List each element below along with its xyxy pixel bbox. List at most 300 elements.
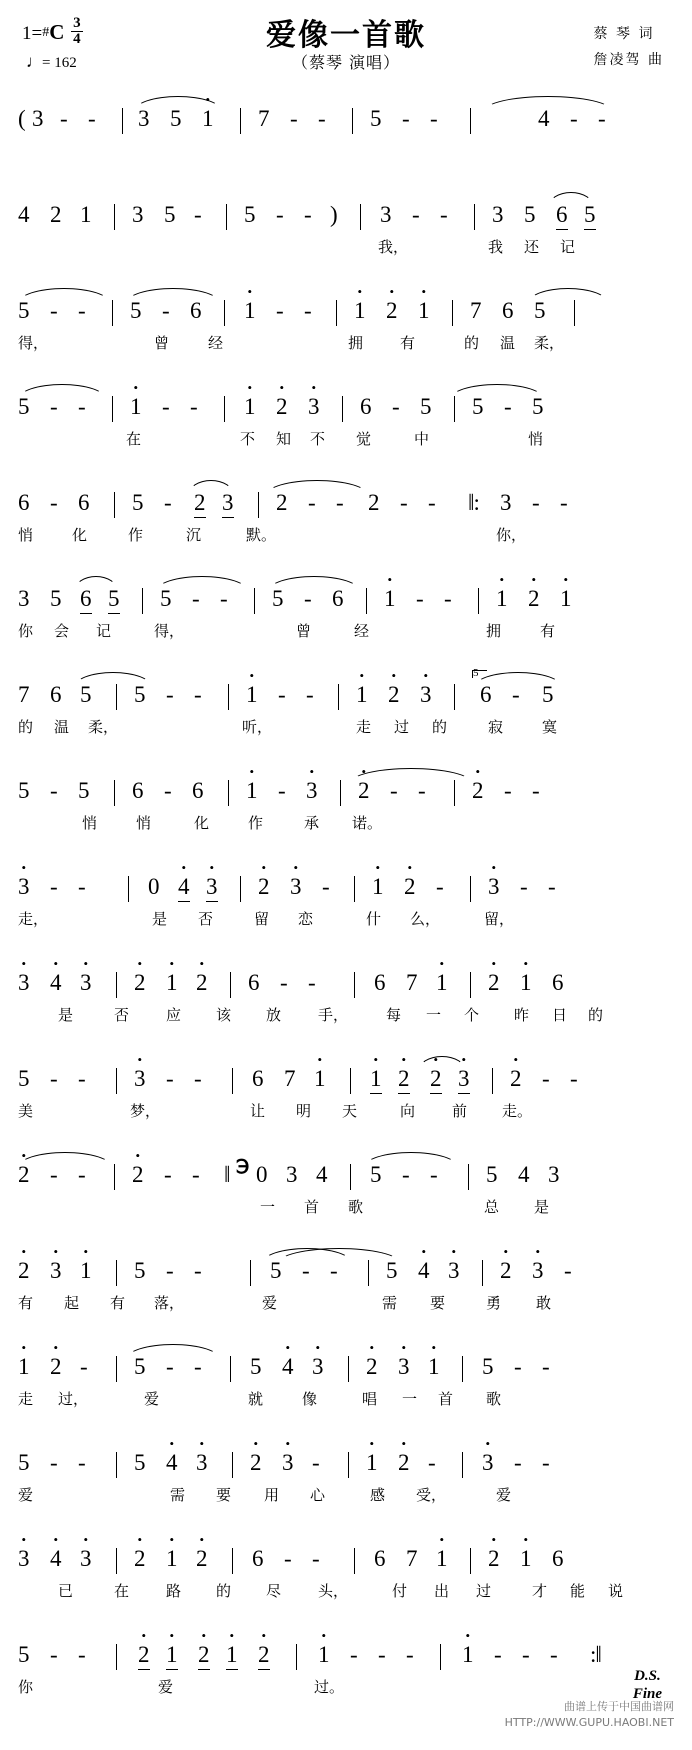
note-symbol: • 3	[398, 1354, 410, 1380]
note-symbol: 6	[502, 298, 514, 323]
lyrics-row	[18, 1196, 674, 1222]
note-symbol: 3	[138, 106, 150, 131]
note-symbol: • 2	[366, 1354, 378, 1380]
lyric-syllable: 我	[488, 238, 504, 256]
note-symbol: 5	[80, 682, 92, 707]
note-symbol: -	[50, 1642, 58, 1667]
note-symbol: 5	[134, 1354, 146, 1379]
lyric-syllable: 心	[310, 1486, 326, 1504]
lyric-syllable: 恋	[298, 910, 314, 928]
note-symbol: -	[78, 1450, 86, 1475]
note-symbol: • 2	[18, 1258, 30, 1284]
music-system	[0, 380, 692, 476]
key-letter: C	[49, 20, 65, 44]
notation-row	[18, 98, 674, 138]
barline	[342, 396, 343, 422]
lyric-syllable: 留，	[484, 910, 515, 928]
note-symbol: 3	[18, 586, 30, 611]
key-prefix: 1=	[22, 23, 43, 44]
note-symbol: • 1	[436, 970, 448, 996]
note-symbol: 5	[78, 778, 90, 803]
note-symbol: • 1	[246, 682, 258, 708]
note-symbol: • 1	[366, 1450, 378, 1476]
barline	[454, 396, 455, 422]
note-symbol: • 2	[196, 970, 208, 996]
note-symbol: -	[378, 1642, 386, 1667]
note-symbol: -	[520, 874, 528, 899]
site-line-1: 曲谱上传于中国曲谱网	[564, 1700, 674, 1714]
lyrics-row	[18, 1484, 674, 1510]
note-symbol: 7	[284, 1066, 296, 1091]
lyric-syllable: 在	[114, 1582, 130, 1600]
lyric-syllable: 明	[296, 1102, 312, 1120]
note-symbol: -	[504, 778, 512, 803]
note-symbol: -	[78, 1642, 86, 1667]
lyric-syllable: 才	[532, 1582, 548, 1600]
credits	[594, 22, 664, 74]
note-symbol: • 1	[520, 1546, 532, 1572]
lyric-syllable: 已	[58, 1582, 74, 1600]
note-symbol: 6	[190, 298, 202, 323]
barline	[224, 396, 225, 422]
barline	[478, 588, 479, 614]
note-symbol: • 2	[50, 1354, 62, 1380]
note-symbol: -	[402, 106, 410, 131]
note-symbol: -	[50, 1450, 58, 1475]
note-symbol: -	[164, 778, 172, 803]
lyric-syllable: 爱	[144, 1390, 160, 1408]
note-symbol: -	[78, 298, 86, 323]
note-symbol: 5	[134, 1258, 146, 1283]
barline	[452, 300, 453, 326]
lyric-syllable: 的	[464, 334, 480, 352]
lyric-syllable: 应	[166, 1006, 182, 1024]
note-symbol: (	[18, 106, 26, 131]
music-system	[0, 1340, 692, 1436]
note-symbol: -	[280, 970, 288, 995]
note-symbol: 4	[18, 202, 30, 227]
barline	[228, 780, 229, 806]
note-symbol: -	[278, 778, 286, 803]
repeat-start-sign: ‖:	[468, 490, 479, 515]
note-symbol: 5	[244, 202, 256, 227]
lyric-syllable: 像	[302, 1390, 318, 1408]
barline	[128, 876, 129, 902]
lyric-syllable: 爱	[262, 1294, 278, 1312]
note-symbol: • 3	[312, 1354, 324, 1380]
note-symbol: 2	[368, 490, 380, 515]
barline	[142, 588, 143, 614]
lyric-syllable: 的	[216, 1582, 232, 1600]
music-system	[0, 284, 692, 380]
note-symbol: 6	[18, 490, 30, 515]
note-symbol: -	[50, 394, 58, 419]
lyric-syllable: 走。	[502, 1102, 533, 1120]
note-symbol: -	[50, 298, 58, 323]
note-symbol: • 1	[166, 970, 178, 996]
lyric-syllable: 过，	[58, 1390, 89, 1408]
music-system	[0, 476, 692, 572]
note-symbol: • 1	[18, 1354, 30, 1380]
site-line-2: HTTP://WWW.GUPU.HAOBI.NET	[504, 1715, 674, 1729]
barline	[116, 1356, 117, 1382]
lyric-syllable: 作	[248, 814, 264, 832]
note-symbol: 5	[134, 682, 146, 707]
lyric-syllable: 化	[72, 526, 88, 544]
note-symbol: • 2	[430, 1066, 442, 1094]
music-system	[0, 1052, 692, 1148]
lyric-syllable: 悄	[18, 526, 34, 544]
lyric-syllable: 你	[18, 622, 34, 640]
barline	[122, 108, 123, 134]
lyric-syllable: 昨	[514, 1006, 530, 1024]
barline	[492, 1068, 493, 1094]
note-symbol: -	[598, 106, 606, 131]
slur-arc	[18, 1152, 112, 1167]
note-symbol: 6	[80, 586, 92, 614]
note-symbol: -	[532, 490, 540, 515]
barline	[226, 204, 227, 230]
note-symbol: -	[504, 394, 512, 419]
note-symbol: • 2	[388, 682, 400, 708]
note-symbol: 3	[32, 106, 44, 131]
barline	[338, 684, 339, 710]
barline	[116, 1644, 117, 1670]
lyric-syllable: 付	[392, 1582, 408, 1600]
lyric-syllable: 沉	[186, 526, 202, 544]
note-symbol: 6	[248, 970, 260, 995]
lyric-syllable: 在	[126, 430, 142, 448]
music-system	[0, 1244, 692, 1340]
note-symbol: -	[194, 1354, 202, 1379]
note-symbol: -	[88, 106, 96, 131]
lyric-syllable: 承	[304, 814, 320, 832]
lyric-syllable: 温	[54, 718, 70, 736]
note-symbol: • 3	[80, 970, 92, 996]
barline	[258, 492, 259, 518]
lyric-syllable: 曾	[154, 334, 170, 352]
note-symbol: • 1	[244, 394, 256, 420]
lyric-syllable: 落，	[154, 1294, 185, 1312]
lyric-syllable: 能	[570, 1582, 586, 1600]
meter-denominator: 4	[73, 31, 81, 47]
note-symbol: • 1	[318, 1642, 330, 1668]
lyric-syllable: 温	[500, 334, 516, 352]
note-symbol: • 3	[458, 1066, 470, 1094]
lyrics-row	[18, 620, 674, 646]
note-symbol: • 2	[250, 1450, 262, 1476]
note-symbol: )	[330, 202, 338, 227]
barline	[114, 492, 115, 518]
barline	[240, 108, 241, 134]
lyric-syllable: 梦，	[130, 1102, 161, 1120]
notation-row	[18, 1250, 674, 1290]
note-symbol: -	[312, 1450, 320, 1475]
lyric-syllable: 过	[394, 718, 410, 736]
lyric-syllable: 是	[534, 1198, 550, 1216]
slur-arc	[18, 384, 106, 399]
note-symbol: 3	[548, 1162, 560, 1187]
note-symbol: -	[312, 1546, 320, 1571]
note-symbol: -	[390, 778, 398, 803]
barline	[360, 204, 361, 230]
key-sharp: #	[42, 25, 50, 40]
note-symbol: -	[428, 490, 436, 515]
note-symbol: -	[220, 586, 228, 611]
note-symbol: • 1	[354, 298, 366, 324]
composer-credit: 詹凌驾 曲	[593, 51, 664, 68]
barline	[368, 1260, 369, 1286]
note-symbol: 3	[380, 202, 392, 227]
note-symbol: -	[350, 1642, 358, 1667]
note-symbol: • 1	[418, 298, 430, 324]
note-symbol: 4	[316, 1162, 328, 1187]
note-symbol: • 2	[134, 1546, 146, 1572]
lyric-syllable: 我，	[378, 238, 409, 256]
lyric-syllable: 说	[608, 1582, 624, 1600]
lyric-syllable: 天	[342, 1102, 358, 1120]
note-symbol: 1	[80, 202, 92, 227]
barline	[340, 780, 341, 806]
notation-row	[18, 770, 674, 810]
note-symbol: • 1	[246, 778, 258, 804]
barline	[462, 1356, 463, 1382]
note-symbol: 5	[270, 1258, 282, 1283]
note-symbol: • 1	[370, 1066, 382, 1094]
lyric-syllable: 听，	[242, 718, 273, 736]
lyrics-row	[18, 332, 674, 358]
barline	[116, 684, 117, 710]
lyric-syllable: 受，	[416, 1486, 447, 1504]
barline	[354, 876, 355, 902]
note-symbol: 5	[18, 1066, 30, 1091]
note-symbol: -	[542, 1354, 550, 1379]
lyric-syllable: 柔，	[534, 334, 565, 352]
note-symbol: -	[522, 1642, 530, 1667]
note-symbol: • 1	[372, 874, 384, 900]
note-symbol: • 2	[398, 1066, 410, 1094]
note-symbol: 5	[250, 1354, 262, 1379]
barline	[454, 684, 455, 710]
barline	[224, 300, 225, 326]
note-symbol: -	[194, 1258, 202, 1283]
note-symbol: -	[278, 682, 286, 707]
note-symbol: -	[80, 1354, 88, 1379]
note-symbol: -	[402, 1162, 410, 1187]
barline	[350, 1068, 351, 1094]
note-symbol: • 4	[282, 1354, 294, 1380]
note-symbol: • 2	[488, 970, 500, 996]
note-symbol: • 1	[560, 586, 572, 612]
note-symbol: 6	[480, 682, 492, 707]
note-symbol: • 3	[448, 1258, 460, 1284]
note-symbol: -	[162, 394, 170, 419]
barline	[352, 108, 353, 134]
barline	[474, 204, 475, 230]
barline	[348, 1452, 349, 1478]
barline	[470, 972, 471, 998]
lyrics-row	[18, 140, 674, 166]
lyric-syllable: 手，	[318, 1006, 349, 1024]
note-symbol: -	[166, 1258, 174, 1283]
note-symbol: • 2	[488, 1546, 500, 1572]
volta-number: 5	[473, 667, 479, 679]
lyricist-credit: 蔡 琴 词	[593, 26, 655, 42]
lyric-syllable: 总	[484, 1198, 500, 1216]
site-watermark	[505, 1699, 674, 1730]
note-symbol: 5	[50, 586, 62, 611]
note-symbol: • 3	[282, 1450, 294, 1476]
tempo-value: = 162	[42, 55, 77, 71]
note-symbol: 5	[170, 106, 182, 131]
note-symbol: -	[190, 394, 198, 419]
note-symbol: 5	[18, 1642, 30, 1667]
note-symbol: 5	[370, 1162, 382, 1187]
lyric-syllable: 用	[264, 1486, 280, 1504]
note-symbol: 5	[486, 1162, 498, 1187]
note-symbol: 4	[518, 1162, 530, 1187]
note-symbol: -	[318, 106, 326, 131]
lyric-syllable: 曾	[296, 622, 312, 640]
note-symbol: -	[78, 394, 86, 419]
lyric-syllable: 感	[370, 1486, 386, 1504]
barline	[354, 1548, 355, 1574]
music-system	[0, 1436, 692, 1532]
lyric-syllable: 拥	[486, 622, 502, 640]
notation-row	[18, 194, 674, 234]
barline	[350, 1164, 351, 1190]
note-symbol: -	[50, 874, 58, 899]
note-symbol: -	[304, 586, 312, 611]
note-symbol: 5	[130, 298, 142, 323]
note-symbol: -	[436, 874, 444, 899]
barline	[254, 588, 255, 614]
notation-row	[18, 386, 674, 426]
note-symbol: • 1	[436, 1546, 448, 1572]
note-symbol: 3	[222, 490, 234, 518]
notation-row	[18, 578, 674, 618]
notation-row	[18, 667, 674, 714]
note-symbol: -	[430, 106, 438, 131]
note-symbol: -	[284, 1546, 292, 1571]
barline	[114, 204, 115, 230]
lyric-syllable: 每	[386, 1006, 402, 1024]
lyrics-row	[18, 1292, 674, 1318]
lyric-syllable: 知	[276, 430, 292, 448]
lyric-syllable: 拥	[348, 334, 364, 352]
lyric-syllable: 默。	[246, 526, 277, 544]
note-symbol: • 1	[130, 394, 142, 420]
barline	[116, 1548, 117, 1574]
barline	[116, 1068, 117, 1094]
note-symbol: -	[570, 1066, 578, 1091]
lyric-syllable: 放	[266, 1006, 282, 1024]
lyric-syllable: 的	[432, 718, 448, 736]
note-symbol: -	[192, 1162, 200, 1187]
note-symbol: • 3	[308, 394, 320, 420]
barline	[228, 684, 229, 710]
note-symbol: 5	[386, 1258, 398, 1283]
lyric-syllable: 经	[208, 334, 224, 352]
note-symbol: -	[548, 874, 556, 899]
lyric-syllable: 么，	[410, 910, 441, 928]
notation-row	[18, 290, 674, 330]
barline	[336, 300, 337, 326]
lyric-syllable: 歌	[348, 1198, 364, 1216]
barline	[482, 1260, 483, 1286]
lyric-syllable: 歌	[486, 1390, 502, 1408]
note-symbol: -	[560, 490, 568, 515]
music-system	[0, 956, 692, 1052]
note-symbol: -	[50, 1066, 58, 1091]
barline	[232, 1068, 233, 1094]
note-symbol: 2	[194, 490, 206, 518]
barline	[366, 588, 367, 614]
quarter-note-icon: ♩	[26, 52, 42, 71]
lyric-syllable: 要	[216, 1486, 232, 1504]
lyric-syllable: 爱	[158, 1678, 174, 1696]
note-symbol: -	[428, 1450, 436, 1475]
note-symbol: 6	[332, 586, 344, 611]
lyric-syllable: 的	[588, 1006, 604, 1024]
note-symbol: • 3	[488, 874, 500, 900]
note-symbol: 5	[18, 1450, 30, 1475]
music-systems	[0, 92, 692, 1724]
lyrics-row	[18, 1100, 674, 1126]
lyric-syllable: 一	[426, 1006, 442, 1024]
note-symbol: • 2	[404, 874, 416, 900]
notation-row	[18, 1058, 674, 1098]
lyric-syllable: 柔，	[88, 718, 119, 736]
note-symbol: 5	[108, 586, 120, 614]
note-symbol: 6	[556, 202, 568, 230]
note-symbol: 5	[272, 586, 284, 611]
notation-row	[18, 962, 674, 1002]
note-symbol: -	[164, 1162, 172, 1187]
note-symbol: -	[400, 490, 408, 515]
lyric-syllable: 记	[560, 238, 576, 256]
barline	[116, 1452, 117, 1478]
lyric-syllable: 诺。	[352, 814, 383, 832]
lyric-syllable: 起	[64, 1294, 80, 1312]
lyric-syllable: 尽	[266, 1582, 282, 1600]
note-symbol: 6	[252, 1546, 264, 1571]
note-symbol: 3	[132, 202, 144, 227]
note-symbol: • 2	[500, 1258, 512, 1284]
note-symbol: 2	[50, 202, 62, 227]
lyric-syllable: 还	[524, 238, 540, 256]
note-symbol: 5	[132, 490, 144, 515]
note-symbol: -	[418, 778, 426, 803]
barline	[232, 1548, 233, 1574]
note-symbol: 6	[132, 778, 144, 803]
double-barline: ‖	[224, 1162, 231, 1187]
music-system	[0, 1148, 692, 1244]
note-symbol: • 1	[80, 1258, 92, 1284]
note-symbol: 5	[542, 682, 554, 707]
note-symbol: • 2	[358, 778, 370, 804]
lyric-syllable: 得，	[18, 334, 49, 352]
notation-row	[18, 1634, 674, 1674]
note-symbol: 0	[256, 1162, 268, 1187]
note-symbol: -	[304, 202, 312, 227]
note-symbol: • 4	[50, 1546, 62, 1572]
note-symbol: 7	[18, 682, 30, 707]
lyric-syllable: 爱	[18, 1486, 34, 1504]
barline	[230, 1356, 231, 1382]
notation-row	[18, 1538, 674, 1578]
lyric-syllable: 头，	[318, 1582, 349, 1600]
